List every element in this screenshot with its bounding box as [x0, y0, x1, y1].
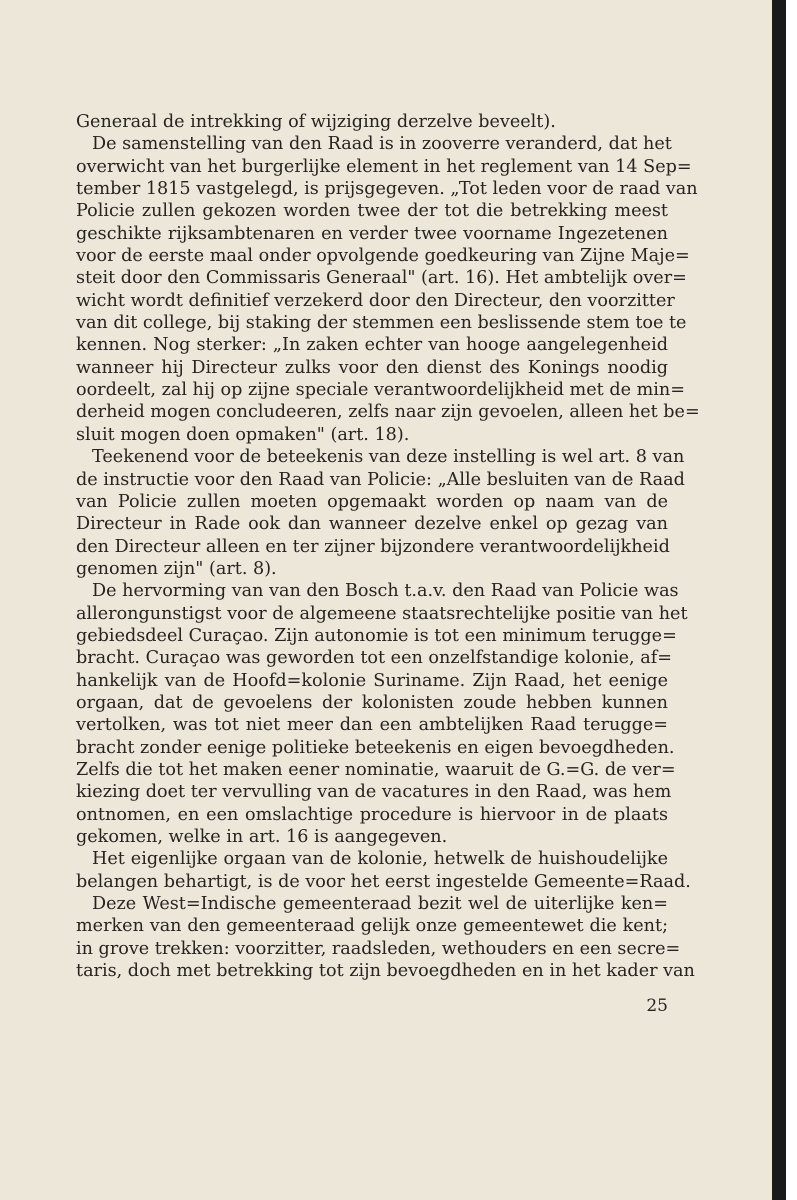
text-line: De hervorming van van den Bosch t.a.v. den Raad van Policie was — [92, 581, 679, 602]
text-line: oordeelt, zal hij op zijne speciale verantwoordelijkheid met de min= — [76, 380, 685, 401]
text-line: bracht zonder eenige politieke beteekenis en eigen bevoegdheden. — [76, 737, 675, 758]
text-line: orgaan, dat de gevoelens der kolonisten zoude hebben kunnen — [76, 692, 668, 713]
page-edge-margin — [786, 0, 797, 1200]
text-line: in grove trekken: voorzitter, raadsleden, wethouders en een secre= — [76, 938, 681, 959]
text-line: Policie zullen gekozen worden twee der tot die betrekking meest — [76, 201, 668, 222]
text-line: overwicht van het burgerlijke element in het reglement van 14 Sep= — [76, 156, 692, 177]
text-line: kennen. Nog sterker: „In zaken echter van hooge aangelegenheid — [76, 335, 668, 356]
text-line: De samenstelling van den Raad is in zooverre veranderd, dat het — [92, 134, 672, 155]
text-line: wanneer hij Directeur zulks voor den dienst des Konings noodig — [76, 357, 668, 378]
text-line: van Policie zullen moeten opgemaakt worden op naam van de — [76, 491, 668, 512]
text-line: ontnomen, en een omslachtige procedure is hiervoor in de plaats — [76, 804, 668, 825]
text-line: kiezing doet ter vervulling van de vacatures in den Raad, was hem — [76, 782, 672, 803]
text-line: van dit college, bij staking der stemmen een beslissende stem toe te — [76, 313, 687, 334]
text-line: steit door den Commissaris Generaal" (art. 16). Het ambtelijk over= — [76, 268, 687, 289]
text-line: Generaal de intrekking of wijziging derzelve beveelt). — [76, 112, 556, 132]
text-line: Het eigenlijke orgaan van de kolonie, hetwelk de huishoudelijke — [92, 849, 668, 870]
text-line: vertolken, was tot niet meer dan een ambtelijken Raad terugge= — [76, 715, 668, 736]
text-line: genomen zijn" (art. 8). — [76, 558, 277, 579]
text-line: den Directeur alleen en ter zijner bijzondere verantwoordelijkheid — [76, 536, 670, 557]
text-line: allerongunstigst voor de algemeene staatsrechtelijke positie van het — [76, 603, 688, 624]
text-line: wicht wordt definitief verzekerd door den Directeur, den voorzitter — [76, 290, 675, 311]
text-line: merken van den gemeenteraad gelijk onze gemeentewet die kent; — [76, 916, 668, 937]
text-line: tember 1815 vastgelegd, is prijsgegeven. „Tot leden voor de raad van — [76, 179, 698, 200]
page-edge-shadow — [772, 0, 786, 1200]
text-line: gebiedsdeel Curaçao. Zijn autonomie is tot een minimum terugge= — [76, 625, 677, 646]
text-line: Directeur in Rade ook dan wanneer dezelve enkel op gezag van — [76, 514, 668, 535]
text-line: voor de eerste maal onder opvolgende goedkeuring van Zijne Maje= — [76, 246, 690, 267]
text-line: taris, doch met betrekking tot zijn bevoegdheden en in het kader van — [76, 961, 695, 982]
text-line: sluit mogen doen opmaken" (art. 18). — [76, 424, 410, 445]
text-line: Zelfs die tot het maken eener nominatie, waaruit de G.=G. de ver= — [76, 759, 676, 780]
page-number: 25 — [646, 996, 668, 1016]
text-line: gekomen, welke in art. 16 is aangegeven. — [76, 827, 448, 847]
text-line: belangen behartigt, is de voor het eerst ingestelde Gemeente=Raad. — [76, 871, 691, 892]
text-line: derheid mogen concludeeren, zelfs naar zijn gevoelen, alleen het be= — [76, 402, 700, 423]
text-line: Teekenend voor de beteekenis van deze instelling is wel art. 8 van — [92, 447, 685, 468]
text-line: geschikte rijksambtenaren en verder twee voorname Ingezetenen — [76, 223, 668, 244]
body-text — [76, 111, 700, 982]
text-line: hankelijk van de Hoofd=kolonie Suriname. Zijn Raad, het eenige — [76, 670, 668, 691]
text-line: Deze West=Indische gemeenteraad bezit wel de uiterlijke ken= — [92, 894, 668, 915]
text-line: de instructie voor den Raad van Policie: „Alle besluiten van de Raad — [76, 469, 685, 490]
text-line: bracht. Curaçao was geworden tot een onzelfstandige kolonie, af= — [76, 648, 672, 669]
